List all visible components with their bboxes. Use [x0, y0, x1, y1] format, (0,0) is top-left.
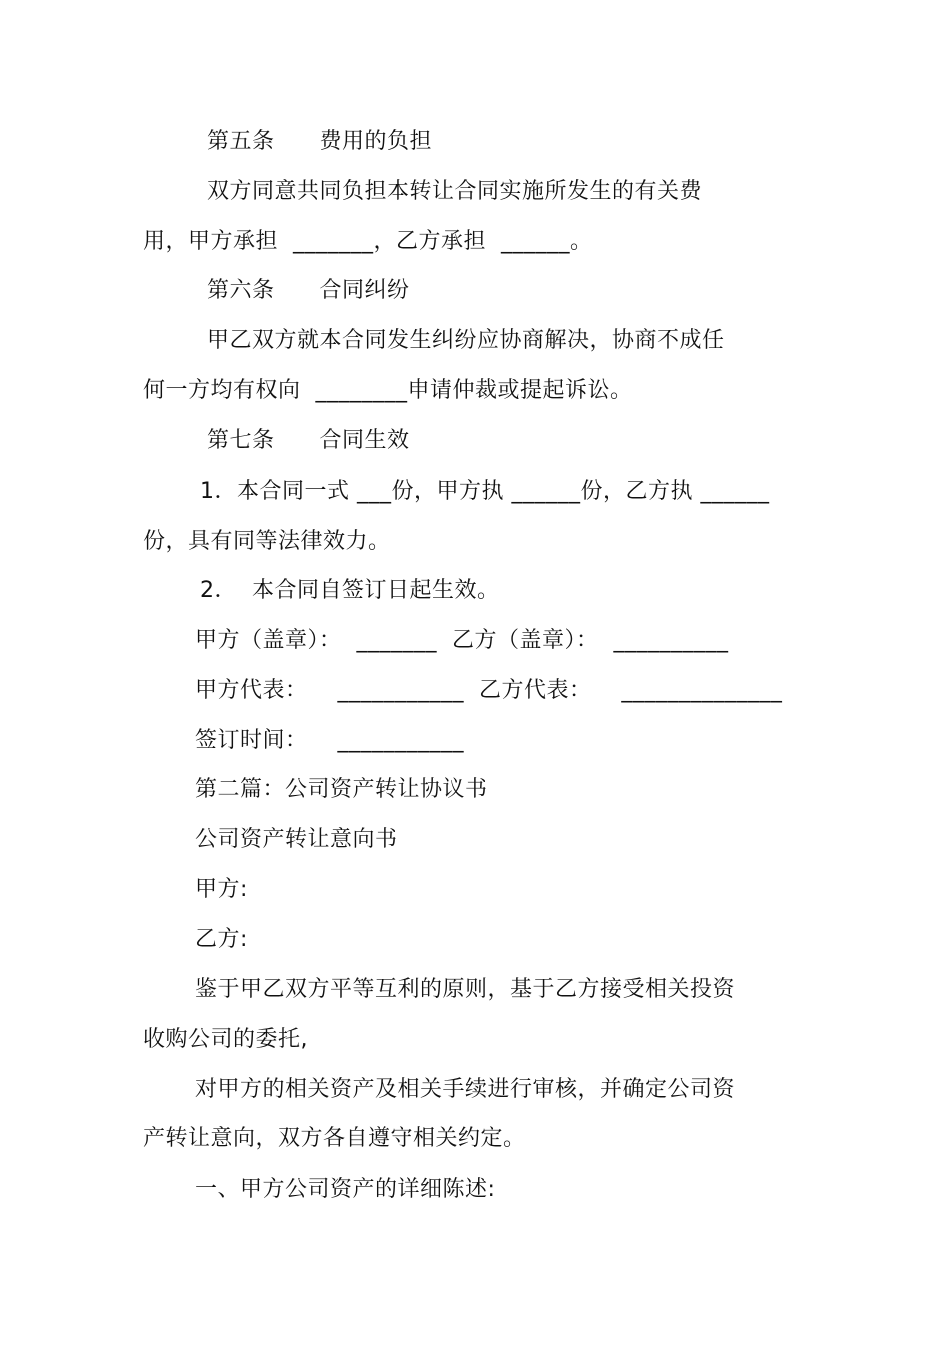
- article-7-heading: 第七条 合同生效: [207, 428, 410, 453]
- letter-of-intent-title: 公司资产转让意向书: [195, 827, 398, 852]
- whereas-line-1: 鉴于甲乙双方平等互利的原则，基于乙方接受相关投资: [195, 977, 736, 1002]
- review-line-2: 产转让意向，双方各自遵守相关约定。: [143, 1126, 526, 1151]
- article-6-text-line-1: 甲乙双方就本合同发生纠纷应协商解决，协商不成任: [207, 328, 725, 353]
- seal-line: 甲方（盖章）： _______ 乙方（盖章）： __________: [195, 628, 729, 653]
- review-line-1: 对甲方的相关资产及相关手续进行审核，并确定公司资: [195, 1077, 736, 1102]
- party-a-label: 甲方:: [195, 877, 248, 902]
- party-b-label: 乙方:: [195, 927, 248, 952]
- part-2-title: 第二篇：公司资产转让协议书: [195, 777, 488, 802]
- representative-line: 甲方代表： ___________ 乙方代表： ______________: [195, 678, 783, 703]
- article-5-text-line-2: 用，甲方承担 _______，乙方承担 ______。: [143, 229, 593, 254]
- article-5-heading: 第五条 费用的负担: [207, 129, 432, 154]
- article-7-clause-2: 2． 本合同自签订日起生效。: [200, 578, 500, 603]
- signing-date-line: 签订时间： ___________: [195, 728, 464, 753]
- article-6-text-line-2: 何一方均有权向 ________申请仲裁或提起诉讼。: [143, 378, 633, 403]
- article-7-clause-1-line-2: 份，具有同等法律效力。: [143, 529, 391, 554]
- whereas-line-2: 收购公司的委托,: [143, 1027, 308, 1052]
- article-5-text-line-1: 双方同意共同负担本转让合同实施所发生的有关费: [207, 179, 703, 204]
- article-6-heading: 第六条 合同纠纷: [207, 278, 410, 303]
- section-1-heading: 一、甲方公司资产的详细陈述:: [195, 1177, 496, 1202]
- article-7-clause-1-line-1: 1．本合同一式 ___份，甲方执 ______份，乙方执 ______: [200, 479, 770, 504]
